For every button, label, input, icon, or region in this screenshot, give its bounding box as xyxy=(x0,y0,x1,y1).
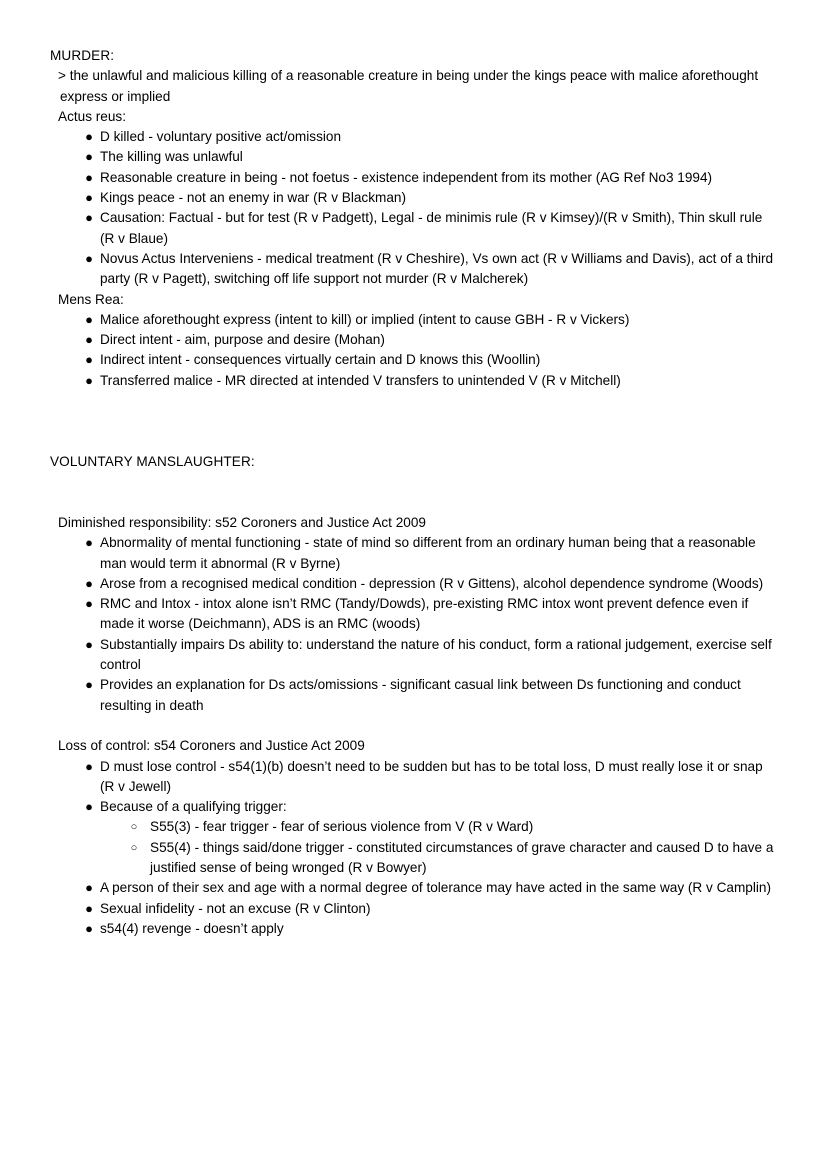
list-item-text: Kings peace - not an enemy in war (R v Blackman) xyxy=(100,190,406,206)
list-item xyxy=(50,249,778,290)
diminished-responsibility-list xyxy=(50,533,778,716)
list-item xyxy=(50,350,778,370)
document-body xyxy=(50,46,778,939)
list-item xyxy=(50,635,778,676)
list-item xyxy=(50,127,778,147)
sub-list-item xyxy=(100,817,778,837)
list-item xyxy=(50,168,778,188)
bullet-icon: ● xyxy=(85,920,93,936)
list-item xyxy=(50,574,778,594)
actus-reus-list xyxy=(50,127,778,289)
bullet-icon: ● xyxy=(85,250,93,266)
list-item-text: Arose from a recognised medical condition - depression (R v Gittens), alcohol dependence syndrome (Woods) xyxy=(100,575,764,591)
murder-definition-lead: > the unlawful and malicious killing of a reasonable creature in being under the kings peace with malice aforethought express or implied xyxy=(58,68,759,104)
hollow-bullet-icon: ○ xyxy=(130,841,138,854)
list-item xyxy=(50,310,778,330)
list-item-text: Direct intent - aim, purpose and desire (Mohan) xyxy=(100,332,385,348)
bullet-icon: ● xyxy=(85,799,93,815)
list-item-text: RMC and Intox - intox alone isn’t RMC (Tandy/Dowds), pre-existing RMC intox wont prevent defence even if made it worse (Deichmann), ADS is an RMC (woods) xyxy=(100,596,749,632)
list-item xyxy=(50,919,778,939)
bullet-icon: ● xyxy=(85,596,93,612)
list-item-text: Sexual infidelity - not an excuse (R v Clinton) xyxy=(100,900,371,916)
sub-list-item-text: S55(4) - things said/done trigger - constituted circumstances of grave character and caused D to have a justified sense of being wronged (R v Bowyer) xyxy=(150,839,774,875)
list-item-text: The killing was unlawful xyxy=(100,149,243,165)
bullet-icon: ● xyxy=(85,535,93,551)
bullet-icon: ● xyxy=(85,210,93,226)
bullet-icon: ● xyxy=(85,677,93,693)
list-item-text: D killed - voluntary positive act/omission xyxy=(100,129,342,145)
bullet-icon: ● xyxy=(85,129,93,145)
list-item xyxy=(50,757,778,798)
list-item-text: Provides an explanation for Ds acts/omissions - significant casual link between Ds functioning and conduct resulting in death xyxy=(100,677,741,713)
qualifying-trigger-sublist xyxy=(100,817,778,878)
list-item xyxy=(50,594,778,635)
list-item-text: s54(4) revenge - doesn’t apply xyxy=(100,920,284,936)
section-murder xyxy=(50,46,778,391)
list-item-text: Transferred malice - MR directed at intended V transfers to unintended V (R v Mitchell) xyxy=(100,372,621,388)
list-item-text: A person of their sex and age with a normal degree of tolerance may have acted in the same way (R v Camplin) xyxy=(100,880,771,896)
list-item-text: Indirect intent - consequences virtually certain and D knows this (Woollin) xyxy=(100,352,541,368)
bullet-icon: ● xyxy=(85,169,93,185)
sub-list-item xyxy=(100,838,778,879)
list-item-text: Abnormality of mental functioning - state of mind so different from an ordinary human being that a reasonable man would term it abnormal (R v Byrne) xyxy=(100,535,756,571)
list-item xyxy=(50,371,778,391)
bullet-icon: ● xyxy=(85,332,93,348)
section-voluntary-manslaughter xyxy=(50,452,778,939)
section-title-murder: MURDER: xyxy=(50,48,115,63)
bullet-icon: ● xyxy=(85,636,93,652)
bullet-icon: ● xyxy=(85,352,93,368)
bullet-icon: ● xyxy=(85,311,93,327)
bullet-icon: ● xyxy=(85,575,93,591)
bullet-icon: ● xyxy=(85,900,93,916)
bullet-icon: ● xyxy=(85,758,93,774)
sub-list-item-text: S55(3) - fear trigger - fear of serious violence from V (R v Ward) xyxy=(150,819,534,835)
group-gap xyxy=(50,716,778,736)
list-item-text: Malice aforethought express (intent to kill) or implied (intent to cause GBH - R v Vickers) xyxy=(100,311,630,327)
section-gap xyxy=(50,391,778,452)
list-item-text: D must lose control - s54(1)(b) doesn’t need to be sudden but has to be total loss, D must really lose it or snap (R v Jewell) xyxy=(100,758,763,794)
list-item xyxy=(50,797,778,878)
list-item xyxy=(50,878,778,898)
subheading-actus-reus: Actus reus: xyxy=(58,108,126,124)
list-item-text: Substantially impairs Ds ability to: understand the nature of his conduct, form a rational judgement, exercise self control xyxy=(100,636,772,673)
section-title-voluntary-manslaughter: VOLUNTARY MANSLAUGHTER: xyxy=(50,454,255,470)
list-item xyxy=(50,899,778,919)
bullet-icon: ● xyxy=(85,880,93,896)
list-item xyxy=(50,208,778,249)
subheading-mens-rea: Mens Rea: xyxy=(58,291,124,307)
bullet-icon: ● xyxy=(85,149,93,165)
list-item-text: Because of a qualifying trigger: xyxy=(100,799,287,815)
list-item xyxy=(50,188,778,208)
bullet-icon: ● xyxy=(85,372,93,388)
list-item xyxy=(50,147,778,167)
list-item-text: Novus Actus Interveniens - medical treatment (R v Cheshire), Vs own act (R v Williams and Davis), act of a third party (R v Pagett), switching off life support not murder (R v Malcherek) xyxy=(100,250,774,287)
list-item xyxy=(50,533,778,574)
list-item xyxy=(50,675,778,716)
list-item-text: Reasonable creature in being - not foetus - existence independent from its mother (AG Ref No3 1994) xyxy=(100,169,713,185)
bullet-icon: ● xyxy=(85,190,93,206)
list-item-text: Causation: Factual - but for test (R v Padgett), Legal - de minimis rule (R v Kimsey)/(R v Smith), Thin skull rule (R v Blaue) xyxy=(100,210,763,246)
loss-of-control-list xyxy=(50,757,778,940)
list-item xyxy=(50,330,778,350)
mens-rea-list xyxy=(50,310,778,391)
hollow-bullet-icon: ○ xyxy=(130,821,138,834)
heading-gap xyxy=(50,472,778,513)
subheading-loss-of-control: Loss of control: s54 Coroners and Justice Act 2009 xyxy=(58,738,365,754)
subheading-diminished-responsibility: Diminished responsibility: s52 Coroners and Justice Act 2009 xyxy=(58,514,426,530)
